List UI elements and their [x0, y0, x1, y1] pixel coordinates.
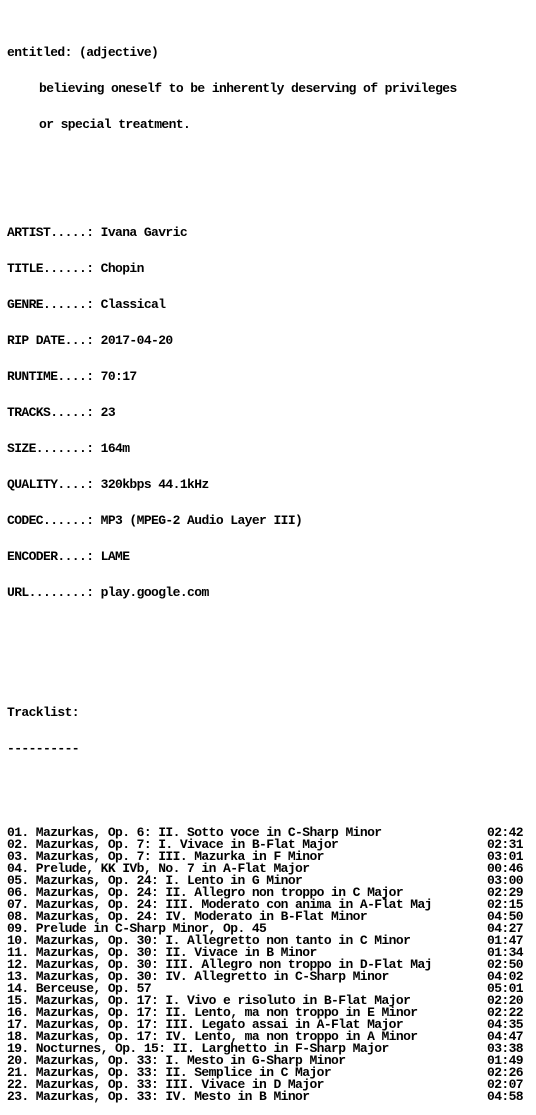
metadata-row-size	[7, 443, 533, 455]
metadata-label: QUALITY....:	[7, 477, 94, 492]
track-title: 01. Mazurkas, Op. 6: II. Sotto voce in C-Sharp Minor	[7, 825, 382, 840]
track-duration: 04:02	[487, 969, 524, 984]
metadata-label: SIZE.......:	[7, 441, 94, 456]
track-duration: 04:50	[487, 909, 524, 924]
metadata-row-codec	[7, 515, 533, 527]
metadata-value: play.google.com	[100, 585, 209, 600]
metadata-value: Classical	[100, 297, 166, 312]
track-title: 02. Mazurkas, Op. 7: I. Vivace in B-Flat Major	[7, 837, 339, 852]
track-duration: 00:46	[487, 861, 524, 876]
metadata-value: LAME	[100, 549, 130, 564]
track-duration: 04:35	[487, 1017, 524, 1032]
track-duration: 01:34	[487, 945, 524, 960]
track-title: 10. Mazurkas, Op. 30: I. Allegretto non tanto in C Minor	[7, 933, 411, 948]
track-duration: 02:50	[487, 957, 524, 972]
track-duration: 01:47	[487, 933, 524, 948]
metadata-label: RUNTIME....:	[7, 369, 94, 384]
metadata-value: Chopin	[100, 261, 144, 276]
metadata-value: Ivana Gavric	[100, 225, 188, 240]
track-duration: 03:38	[487, 1041, 524, 1056]
track-title: 22. Mazurkas, Op. 33: III. Vivace in D Major	[7, 1077, 324, 1092]
tracklist-heading: Tracklist:	[7, 705, 80, 720]
blank-line	[7, 779, 533, 791]
definition-headword: entitled: (adjective)	[7, 45, 159, 60]
track-duration: 02:20	[487, 993, 524, 1008]
track-duration: 04:47	[487, 1029, 524, 1044]
metadata-row-runtime	[7, 371, 533, 383]
definition-line-1: believing oneself to be inherently deserving of privileges	[39, 81, 457, 96]
tracklist	[7, 827, 533, 1103]
metadata-block	[7, 203, 533, 623]
definition-line-2: or special treatment.	[39, 117, 191, 132]
metadata-label: CODEC......:	[7, 513, 94, 528]
track-title: 18. Mazurkas, Op. 17: IV. Lento, ma non troppo in A Minor	[7, 1029, 418, 1044]
track-duration: 02:07	[487, 1077, 524, 1092]
metadata-label: TITLE......:	[7, 261, 94, 276]
metadata-label: GENRE......:	[7, 297, 94, 312]
track-title: 12. Mazurkas, Op. 30: III. Allegro non troppo in D-Flat Maj	[7, 957, 432, 972]
track-duration: 03:01	[487, 849, 524, 864]
track-duration: 04:27	[487, 921, 524, 936]
track-duration: 03:00	[487, 873, 524, 888]
track-duration: 02:22	[487, 1005, 524, 1020]
track-duration: 02:15	[487, 897, 524, 912]
metadata-row-url	[7, 587, 533, 599]
blank-line	[7, 659, 533, 671]
track-title: 11. Mazurkas, Op. 30: II. Vivace in B Minor	[7, 945, 317, 960]
metadata-row-artist	[7, 227, 533, 239]
metadata-label: URL........:	[7, 585, 94, 600]
track-title: 19. Nocturnes, Op. 15: II. Larghetto in F-Sharp Major	[7, 1041, 389, 1056]
metadata-value: 23	[100, 405, 116, 420]
metadata-label: RIP DATE...:	[7, 333, 94, 348]
track-title: 15. Mazurkas, Op. 17: I. Vivo e risoluto in B-Flat Major	[7, 993, 411, 1008]
metadata-row-encoder	[7, 551, 533, 563]
track-title: 23. Mazurkas, Op. 33: IV. Mesto in B Minor	[7, 1089, 310, 1104]
track-title: 06. Mazurkas, Op. 24: II. Allegro non troppo in C Major	[7, 885, 404, 900]
track-duration: 02:26	[487, 1065, 524, 1080]
metadata-row-quality	[7, 479, 533, 491]
track-title: 13. Mazurkas, Op. 30: IV. Allegretto in C-Sharp Minor	[7, 969, 389, 984]
metadata-row-title	[7, 263, 533, 275]
track-title: 14. Berceuse, Op. 57	[7, 981, 152, 996]
metadata-value: MP3 (MPEG-2 Audio Layer III)	[100, 513, 303, 528]
track-title: 16. Mazurkas, Op. 17: II. Lento, ma non troppo in E Minor	[7, 1005, 418, 1020]
metadata-row-tracks	[7, 407, 533, 419]
track-title: 05. Mazurkas, Op. 24: I. Lento in G Minor	[7, 873, 303, 888]
track-title: 17. Mazurkas, Op. 17: III. Legato assai in A-Flat Major	[7, 1017, 404, 1032]
metadata-value: 2017-04-20	[100, 333, 173, 348]
track-title: 03. Mazurkas, Op. 7: III. Mazurka in F Minor	[7, 849, 324, 864]
metadata-value: 164m	[100, 441, 130, 456]
metadata-label: ENCODER....:	[7, 549, 94, 564]
track-title: 09. Prelude in C-Sharp Minor, Op. 45	[7, 921, 267, 936]
track-row	[7, 1091, 533, 1103]
track-title: 07. Mazurkas, Op. 24: III. Moderato con anima in A-Flat Maj	[7, 897, 432, 912]
metadata-row-rip-date	[7, 335, 533, 347]
track-title: 08. Mazurkas, Op. 24: IV. Moderato in B-Flat Minor	[7, 909, 368, 924]
blank-line	[7, 155, 533, 167]
track-title: 04. Prelude, KK IVb, No. 7 in A-Flat Major	[7, 861, 310, 876]
track-duration: 02:31	[487, 837, 524, 852]
track-duration: 01:49	[487, 1053, 524, 1068]
metadata-label: TRACKS.....:	[7, 405, 94, 420]
track-title: 21. Mazurkas, Op. 33: II. Semplice in C Major	[7, 1065, 332, 1080]
metadata-value: 70:17	[100, 369, 137, 384]
track-title: 20. Mazurkas, Op. 33: I. Mesto in G-Sharp Minor	[7, 1053, 346, 1068]
track-duration: 04:58	[487, 1089, 524, 1104]
track-duration: 02:29	[487, 885, 524, 900]
tracklist-rule: ----------	[7, 741, 80, 756]
metadata-value: 320kbps 44.1kHz	[100, 477, 209, 492]
track-duration: 02:42	[487, 825, 524, 840]
metadata-row-genre	[7, 299, 533, 311]
metadata-label: ARTIST.....:	[7, 225, 94, 240]
track-duration: 05:01	[487, 981, 524, 996]
nfo-text-document	[7, 23, 533, 1115]
